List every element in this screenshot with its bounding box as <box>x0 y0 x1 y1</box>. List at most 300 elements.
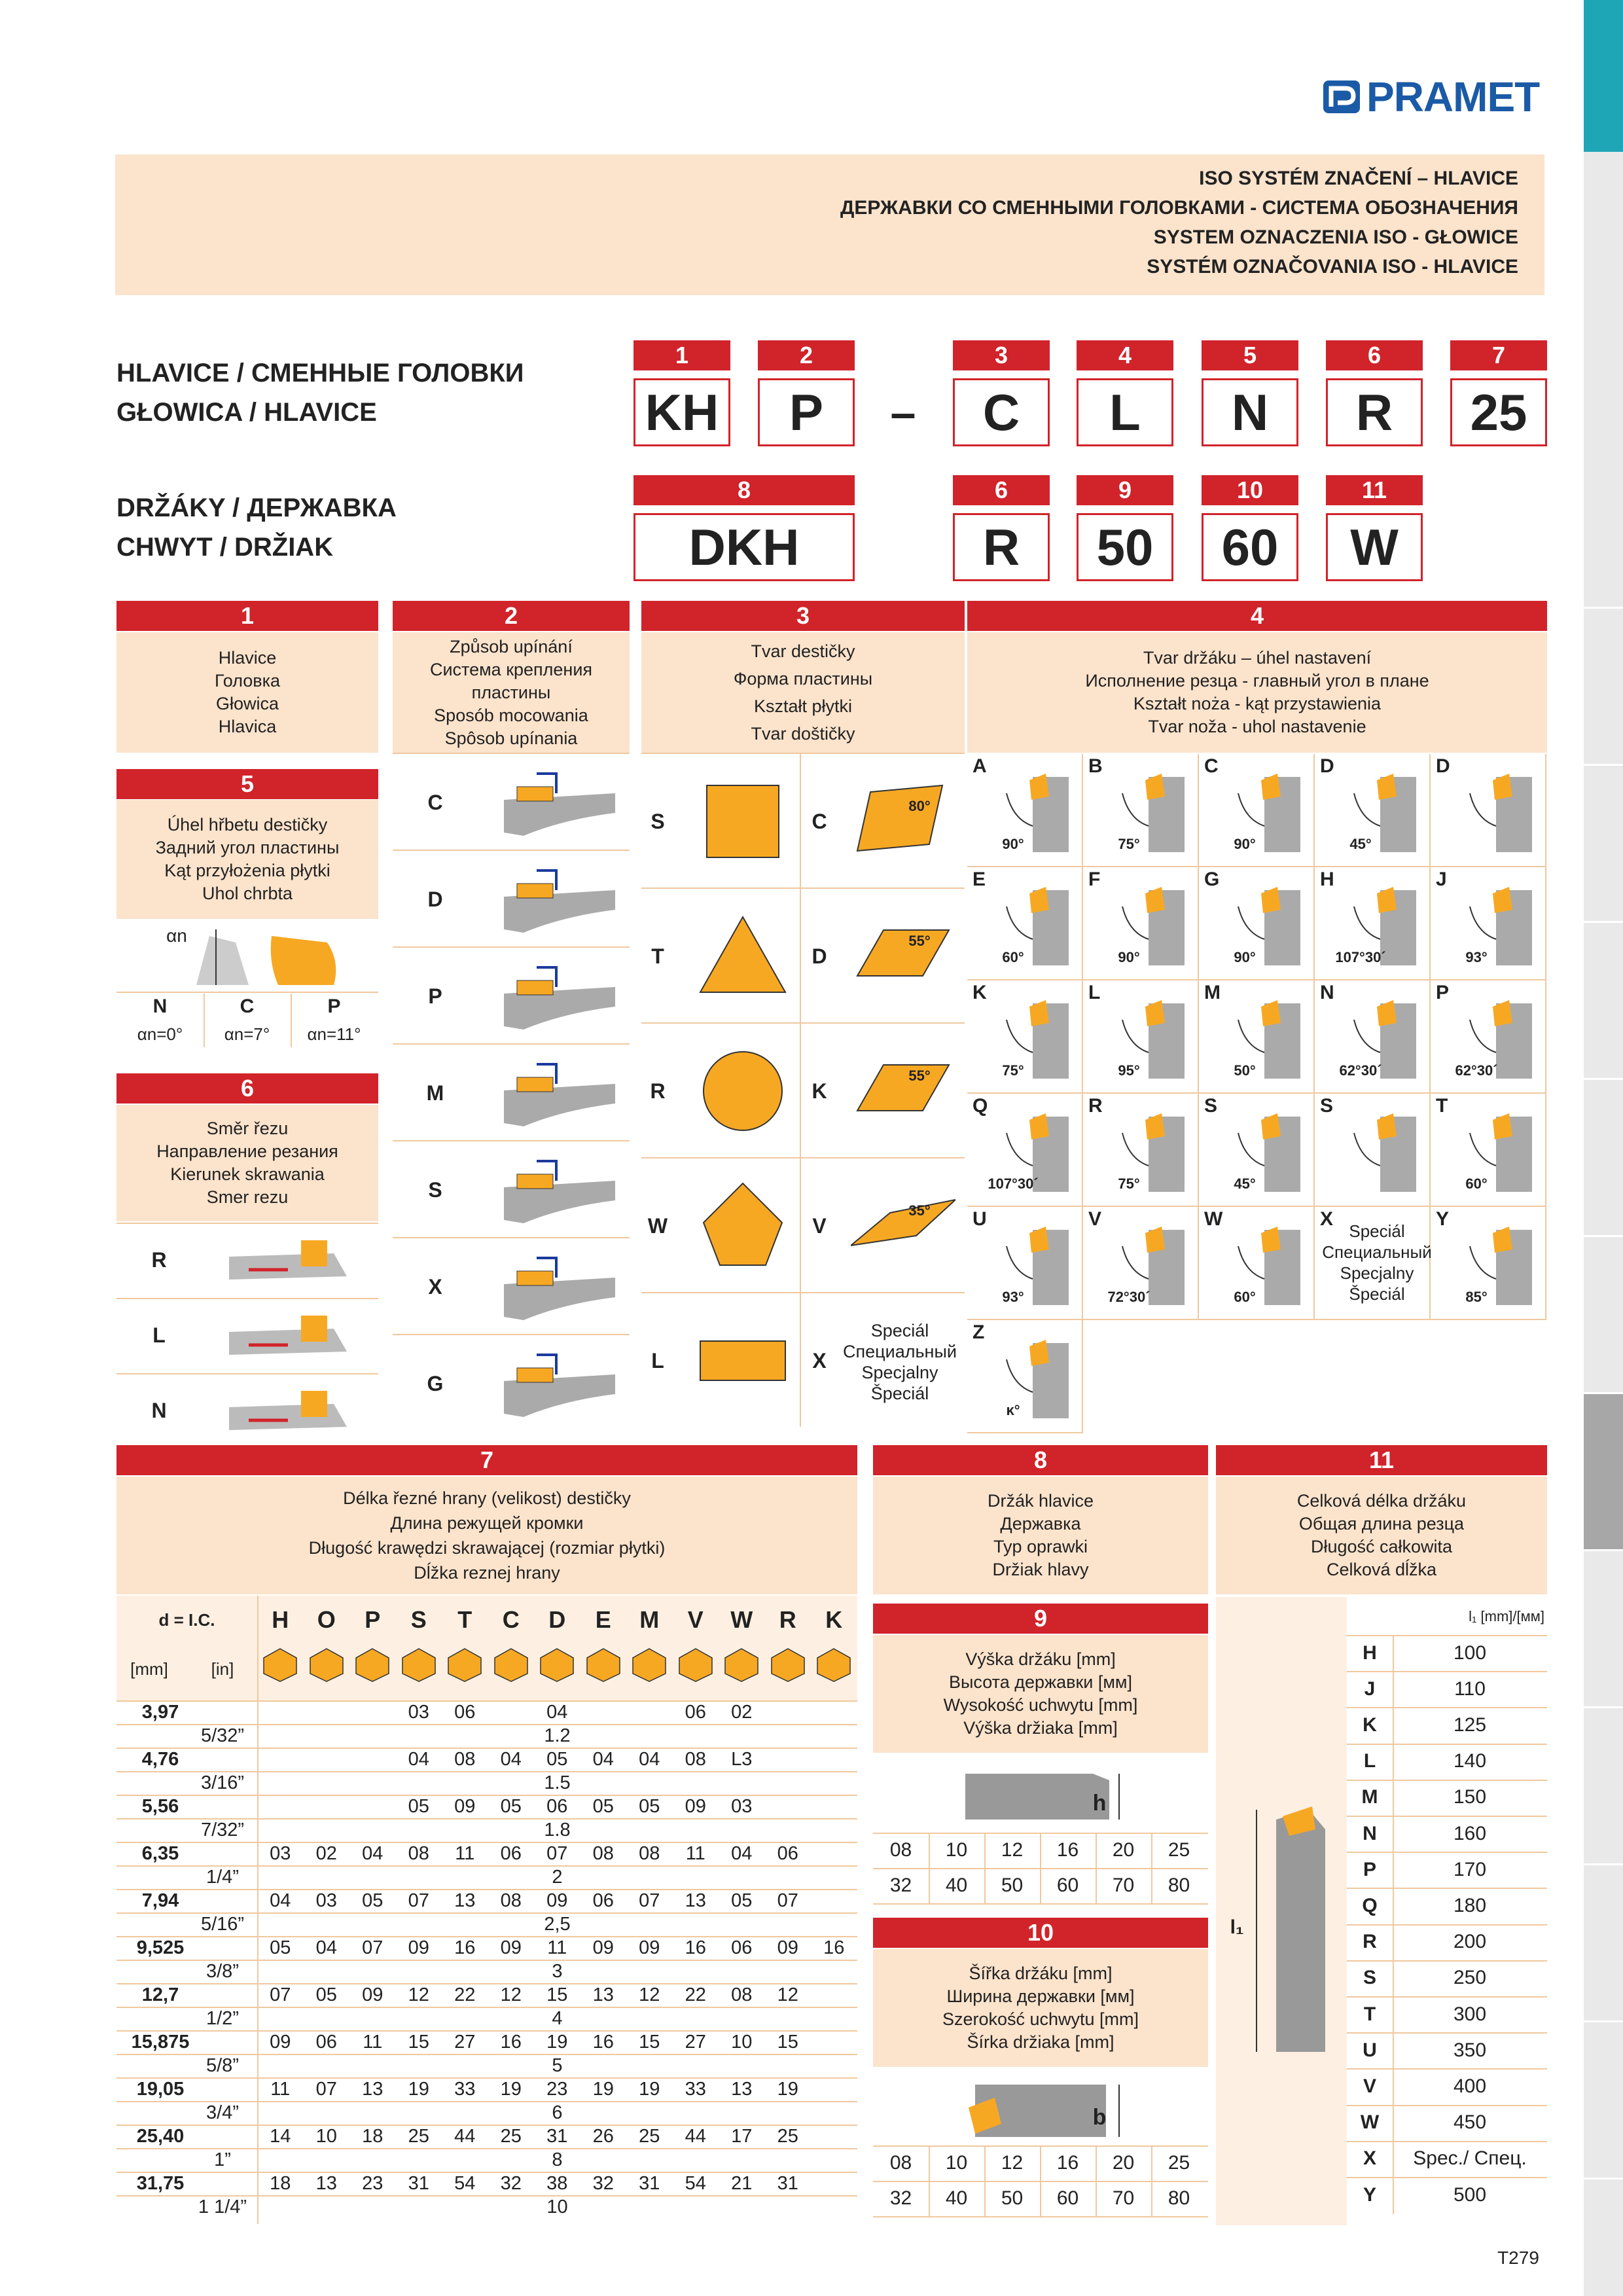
inch-value: 1/4” <box>206 1866 239 1888</box>
insert-angle: 35° <box>908 1202 931 1219</box>
insert-shape-icon <box>722 1646 760 1684</box>
code-num: 8 <box>633 475 855 505</box>
code-num: 11 <box>1326 475 1423 505</box>
s1-line: Головка <box>214 671 281 691</box>
size-value <box>488 1700 535 1724</box>
approach-angle: κ° <box>1006 1402 1020 1418</box>
size-value: 07 <box>362 1937 383 1958</box>
holder-style-code: T <box>1436 1095 1448 1117</box>
size-value: 19 <box>408 2078 429 2100</box>
size-value: 32 <box>500 2172 522 2194</box>
s8-line: Державка <box>1000 1514 1081 1534</box>
holder-style-code: F <box>1088 869 1101 890</box>
section-7-text <box>116 1477 857 1594</box>
length-code: M <box>1361 1786 1378 1808</box>
holder-style-code: A <box>972 755 987 777</box>
holder-style-code: M <box>1204 982 1221 1003</box>
size-value: 44 <box>685 2125 706 2147</box>
clamping-code: G <box>427 1371 444 1395</box>
mm-value: 12,7 <box>141 1984 179 2005</box>
size-value: 25 <box>408 2125 429 2147</box>
size-value: 08 <box>639 1842 660 1864</box>
insert-shape-icon <box>261 1646 299 1684</box>
holder-style-code: H <box>1320 869 1334 890</box>
code-num: 6 <box>953 475 1050 505</box>
s5-key: P <box>327 996 341 1017</box>
code-num: 9 <box>1077 475 1173 505</box>
length-code: Q <box>1362 1894 1378 1916</box>
side-tab <box>1584 2022 1623 2179</box>
insert-shape-icon <box>815 1646 853 1684</box>
length-value: 110 <box>1454 1677 1486 1700</box>
size-value <box>811 2030 857 2054</box>
s10-line: Šířka držáku [mm] <box>969 1964 1113 1983</box>
dim-value: 08 <box>889 1839 912 1861</box>
size-value: 15 <box>408 2031 429 2053</box>
size-value: 12 <box>777 1984 798 2005</box>
size-value: 22 <box>454 1984 476 2005</box>
section-1-text <box>116 632 378 753</box>
size-value <box>349 1795 396 1818</box>
dim-sep <box>873 2216 1208 2217</box>
s5-line: Úhel hřbetu destičky <box>167 815 328 834</box>
dim-sep <box>873 1833 1208 1834</box>
section-5-title: 5 <box>116 769 378 799</box>
size-value: 05 <box>546 1748 568 1770</box>
size-value <box>765 1700 812 1724</box>
size-value: 22 <box>685 1984 706 2005</box>
section-5-text <box>116 800 378 919</box>
code-num: 2 <box>758 340 855 370</box>
size-value: 05 <box>639 1795 660 1817</box>
holders-label-line1: DRŽÁKY / ДЕРЖАВКА <box>116 493 397 522</box>
alpha-n-symbol: αn <box>166 925 187 946</box>
holder-style-code: D <box>1436 755 1450 777</box>
s5-angle: αn=11° <box>307 1024 361 1044</box>
s1-line: Hlavice <box>218 648 277 668</box>
s5-sep <box>116 992 378 993</box>
size-value: 08 <box>500 1890 522 1911</box>
size-value <box>811 1889 857 1912</box>
size-value: 16 <box>823 1937 845 1958</box>
size-value: 19 <box>546 2031 568 2053</box>
size-letter: S <box>410 1606 427 1633</box>
approach-angle: 90° <box>1002 836 1024 852</box>
heads-label-line1: HLAVICE / СМЕННЫЕ ГОЛОВКИ <box>116 359 524 387</box>
size-value: 15 <box>777 2031 798 2053</box>
size-value <box>811 2077 857 2101</box>
length-value: 450 <box>1453 2111 1487 2134</box>
size-value: 17 <box>731 2125 753 2147</box>
code-value: L <box>1077 378 1173 446</box>
size-value: 19 <box>500 2078 522 2100</box>
holder-style-code: B <box>1088 755 1103 777</box>
size-value: 21 <box>731 2172 753 2194</box>
size-value <box>349 1700 396 1724</box>
s9-line: Výška držiaka [mm] <box>963 1718 1118 1738</box>
h-symbol: h <box>1092 1790 1107 1816</box>
s3-line: Tvar doštičky <box>751 724 855 744</box>
mm-value: 19,05 <box>136 2078 185 2100</box>
insert-shape-icon <box>851 772 955 870</box>
mid-size-value: 1.5 <box>544 1772 571 1793</box>
size-value: 16 <box>454 1937 476 1958</box>
approach-angle: 90° <box>1118 949 1140 965</box>
code-value: N <box>1202 378 1298 446</box>
size-value: 05 <box>408 1795 429 1817</box>
size-value: 06 <box>777 1842 798 1864</box>
size-value: 05 <box>731 1890 753 1911</box>
code-dash: – <box>890 387 916 438</box>
dim-value: 70 <box>1112 1874 1135 1896</box>
insert-shape-code: W <box>647 1213 668 1238</box>
size-value: 26 <box>592 2125 614 2147</box>
size-value: 18 <box>362 2125 383 2147</box>
side-tab <box>1584 452 1623 609</box>
size-value: 04 <box>270 1890 291 1911</box>
size-value: 09 <box>408 1937 429 1958</box>
approach-angle: 85° <box>1465 1289 1488 1305</box>
size-value: 04 <box>592 1748 614 1770</box>
length-value: 500 <box>1453 2183 1487 2206</box>
size-value: 13 <box>592 1984 614 2005</box>
s7-line: Délka řezné hrany (velikost) destičky <box>343 1488 631 1508</box>
dim-value: 25 <box>1168 1839 1190 1861</box>
insert-shape-icon <box>538 1646 576 1684</box>
s11-unit: l₁ [mm]/[мм] <box>1469 1608 1544 1624</box>
approach-angle: 90° <box>1234 836 1256 852</box>
size-value: 13 <box>362 2078 383 2100</box>
header-line: SYSTEM OZNACZENIA ISO - GŁOWICE <box>1153 226 1518 248</box>
size-value: 27 <box>454 2031 476 2053</box>
insert-shape-icon <box>353 1646 391 1684</box>
holder-style-icon <box>1341 1107 1426 1192</box>
clamping-icon <box>497 1155 622 1227</box>
insert-shape-icon <box>677 1646 715 1684</box>
s2-line: Система крепления пластины <box>429 659 593 702</box>
size-value: 14 <box>270 2125 291 2147</box>
holder-style-icon <box>1457 767 1542 852</box>
size-value: L3 <box>731 1748 753 1770</box>
s5-line: Uhol chrbta <box>202 884 293 903</box>
size-value <box>626 1700 673 1724</box>
size-value: 12 <box>500 1984 522 2005</box>
logo-text: PRAMET <box>1366 73 1540 120</box>
s6-line: Kierunek skrawania <box>170 1164 325 1184</box>
section-10-text <box>873 1949 1208 2067</box>
size-value: 05 <box>362 1890 383 1911</box>
mid-size-value: 2,5 <box>544 1913 571 1935</box>
size-value: 07 <box>546 1842 568 1864</box>
length-code: J <box>1364 1677 1376 1700</box>
clamping-code: M <box>426 1081 444 1105</box>
s6-line: Směr řezu <box>206 1119 289 1138</box>
s9-line: Výška držáku [mm] <box>965 1649 1116 1669</box>
size-value: 44 <box>454 2125 476 2147</box>
size-value: 02 <box>315 1842 337 1864</box>
size-value: 07 <box>408 1890 429 1911</box>
holder-style-code: R <box>1088 1095 1103 1117</box>
holder-style-code: V <box>1088 1208 1102 1230</box>
size-value: 33 <box>685 2078 706 2100</box>
size-value: 05 <box>315 1984 337 2005</box>
size-value: 27 <box>685 2031 706 2053</box>
size-value <box>811 1700 857 1724</box>
approach-angle: 60° <box>1002 949 1024 965</box>
section-11-title: 11 <box>1216 1445 1547 1475</box>
size-value <box>304 1700 350 1724</box>
special-line: Specjalny <box>861 1363 938 1382</box>
size-value: 08 <box>408 1842 429 1864</box>
size-value: 04 <box>639 1748 660 1770</box>
insert-shape-icon <box>769 1646 807 1684</box>
size-value: 11 <box>455 1842 475 1864</box>
side-tab <box>1584 766 1623 923</box>
size-value: 12 <box>408 1984 429 2005</box>
length-value: 160 <box>1453 1822 1487 1844</box>
insert-shape-code: R <box>650 1079 666 1103</box>
holder-style-code: P <box>1436 982 1450 1003</box>
approach-angle: 72°30´ <box>1107 1289 1150 1305</box>
inch-value: 1 1/4” <box>198 2196 247 2217</box>
side-tab <box>1584 1237 1623 1394</box>
length-value: 100 <box>1453 1641 1487 1664</box>
s11-line: Общая длина резца <box>1298 1514 1465 1534</box>
special-line: Špeciál <box>1349 1284 1405 1304</box>
special-line: Специальный <box>1322 1242 1432 1262</box>
inch-value: 3/4” <box>206 2102 239 2123</box>
section-1-title: 1 <box>116 601 378 631</box>
mm-value: 3,97 <box>141 1701 179 1723</box>
size-value: 09 <box>362 1984 383 2005</box>
size-value <box>580 1700 627 1724</box>
s6-key: N <box>151 1398 167 1422</box>
size-value: 19 <box>592 2078 614 2100</box>
size-value: 31 <box>777 2172 798 2194</box>
mm-value: 25,40 <box>136 2125 185 2147</box>
size-value: 04 <box>731 1842 753 1864</box>
s5-line: Задний угол пластины <box>155 838 340 857</box>
s3-line: Tvar destičky <box>751 641 855 661</box>
dim-value: 80 <box>1168 1874 1190 1896</box>
length-code: P <box>1363 1858 1376 1880</box>
mid-size-value: 1.2 <box>544 1725 571 1746</box>
dim-value: 10 <box>945 1839 968 1861</box>
size-value: 03 <box>731 1795 753 1817</box>
code-num: 1 <box>633 340 730 370</box>
mm-value: 5,56 <box>141 1795 179 1817</box>
size-value: 32 <box>592 2172 614 2194</box>
size-value: 25 <box>500 2125 522 2147</box>
approach-angle: 95° <box>1118 1062 1140 1079</box>
size-value: 09 <box>685 1795 706 1817</box>
section-6-text <box>116 1105 378 1221</box>
in-label: [in] <box>211 1659 234 1679</box>
approach-angle: 107°30´ <box>988 1175 1039 1192</box>
insert-shape-icon <box>584 1646 622 1684</box>
mm-value: 9,525 <box>136 1937 185 1958</box>
s5-key: C <box>240 996 255 1017</box>
size-value: 09 <box>454 1795 476 1817</box>
special-text <box>1322 1213 1432 1312</box>
holder-style-code: C <box>1204 755 1219 777</box>
size-value <box>257 1748 304 1771</box>
length-value: 200 <box>1453 1931 1487 1953</box>
clamping-icon <box>497 961 622 1033</box>
insert-angle: 55° <box>908 933 931 949</box>
clamping-icon <box>497 864 622 936</box>
s8-line: Typ oprawki <box>993 1537 1088 1556</box>
clamping-icon <box>497 1348 622 1420</box>
approach-angle: 75° <box>1118 836 1140 852</box>
size-letter: M <box>639 1606 660 1633</box>
insert-shape-icon <box>851 1177 955 1275</box>
size-value: 13 <box>731 2078 753 2100</box>
header-line: SYSTÉM OZNAČOVANIA ISO - HLAVICE <box>1147 256 1518 278</box>
inch-value: 7/32” <box>200 1819 245 1840</box>
size-letter: T <box>457 1606 473 1633</box>
size-value: 54 <box>454 2172 476 2194</box>
inch-value: 5/16” <box>200 1913 245 1935</box>
approach-angle: 93° <box>1002 1289 1024 1305</box>
mid-size-value: 3 <box>552 1960 563 1982</box>
size-value: 04 <box>315 1937 337 1958</box>
approach-angle: 62°30´ <box>1339 1062 1382 1079</box>
dim-value: 50 <box>1001 2187 1024 2209</box>
special-line: Специальный <box>843 1342 957 1361</box>
code-value: DKH <box>633 513 855 581</box>
s4-line: Tvar noža - uhol nastavenie <box>1148 717 1366 736</box>
section-4-title: 4 <box>967 601 1547 631</box>
insert-shape-icon <box>446 1646 484 1684</box>
insert-shape-icon <box>492 1646 530 1684</box>
size-value: 19 <box>777 2078 798 2100</box>
size-letter: D <box>548 1606 566 1633</box>
pramet-logo-icon <box>1322 77 1363 117</box>
dim-value: 70 <box>1112 2187 1135 2209</box>
side-tab-active <box>1584 0 1623 152</box>
s6-key: R <box>151 1247 167 1272</box>
s1-line: Głowica <box>215 694 279 713</box>
approach-angle: 75° <box>1118 1175 1140 1192</box>
size-value: 10 <box>315 2125 337 2147</box>
size-value: 04 <box>362 1842 383 1864</box>
approach-angle: 62°30´ <box>1455 1062 1498 1079</box>
size-value <box>811 2125 857 2148</box>
size-value <box>811 1842 857 1865</box>
cutting-direction-icon <box>223 1230 353 1289</box>
code-value: W <box>1326 513 1423 581</box>
clamping-code: D <box>427 887 443 911</box>
clamping-code: P <box>428 984 442 1008</box>
s7-line: Dĺžka reznej hrany <box>414 1563 560 1583</box>
length-code: R <box>1363 1931 1377 1953</box>
l1-symbol: l₁ <box>1230 1916 1244 1938</box>
s9-line: Высота державки [мм] <box>949 1672 1132 1692</box>
code-num: 5 <box>1202 340 1298 370</box>
approach-angle: 60° <box>1234 1289 1256 1305</box>
length-value: 250 <box>1453 1967 1487 1989</box>
length-code: S <box>1363 1967 1376 1989</box>
length-value: 400 <box>1453 2075 1487 2097</box>
mm-value: 15,875 <box>131 2031 190 2053</box>
mid-size-value: 6 <box>552 2102 563 2123</box>
size-value: 25 <box>639 2125 660 2147</box>
holder-style-code: G <box>1204 869 1220 890</box>
section-3-title: 3 <box>641 601 965 631</box>
size-value: 09 <box>546 1890 568 1911</box>
inch-value: 5/32” <box>200 1725 245 1746</box>
s10-line: Šírka držiaka [mm] <box>967 2032 1115 2052</box>
size-value: 09 <box>500 1937 522 1958</box>
dim-value: 40 <box>945 2187 968 2209</box>
section-7-title: 7 <box>116 1445 857 1475</box>
size-value: 54 <box>685 2172 706 2194</box>
size-value: 08 <box>685 1748 706 1770</box>
clamping-code: S <box>428 1177 442 1202</box>
dim-sep <box>873 2145 1208 2147</box>
insert-shape-icon <box>694 1312 792 1410</box>
size-value: 13 <box>454 1890 476 1911</box>
size-value: 06 <box>500 1842 522 1864</box>
holders-label <box>116 488 397 567</box>
size-value: 06 <box>454 1701 476 1723</box>
code-num: 10 <box>1202 475 1298 505</box>
size-value: 04 <box>408 1748 429 1770</box>
insert-shape-icon <box>694 772 792 870</box>
insert-shape-icon <box>400 1646 438 1684</box>
size-value: 08 <box>731 1984 753 2005</box>
length-value: 150 <box>1453 1786 1487 1808</box>
code-value: 25 <box>1450 378 1547 446</box>
s6-line: Направление резания <box>156 1141 338 1161</box>
insert-shape-code: S <box>651 809 665 833</box>
dim-value: 32 <box>889 1874 912 1896</box>
size-value: 19 <box>639 2078 660 2100</box>
size-value <box>765 1748 812 1771</box>
section-8-text <box>873 1477 1208 1594</box>
header-band <box>115 154 1544 295</box>
s7-line: Długość krawędzi skrawającej (rozmiar płytki) <box>308 1538 666 1558</box>
s5-vsep <box>291 994 292 1047</box>
s4-line: Kształt noża - kąt przystawienia <box>1133 694 1382 713</box>
mm-value: 4,76 <box>141 1748 179 1770</box>
section-8-title: 8 <box>873 1445 1208 1475</box>
side-tab <box>1584 298 1623 455</box>
dim-value: 25 <box>1168 2152 1190 2174</box>
special-line: Speciál <box>870 1321 929 1340</box>
size-value: 03 <box>315 1890 337 1911</box>
length-value: Spec./ Спец. <box>1413 2147 1527 2170</box>
size-value <box>257 1700 304 1724</box>
mid-size-value: 1.8 <box>544 1819 571 1840</box>
s8-line: Držák hlavice <box>987 1491 1094 1511</box>
s10-line: Ширина державки [мм] <box>946 1986 1135 2006</box>
code-value: P <box>758 378 855 446</box>
s5-key: N <box>152 996 168 1017</box>
section-3-text <box>641 632 965 753</box>
size-letter: V <box>687 1606 704 1633</box>
size-value: 03 <box>408 1701 429 1723</box>
code-num: 3 <box>953 340 1050 370</box>
size-value: 05 <box>270 1937 291 1958</box>
size-value: 04 <box>500 1748 522 1770</box>
s2-line: Sposób mocowania <box>434 705 588 725</box>
inch-value: 3/16” <box>200 1772 245 1793</box>
size-letter: C <box>502 1606 520 1633</box>
dim-value: 50 <box>1001 1874 1024 1896</box>
dim-value: 20 <box>1112 2152 1135 2174</box>
